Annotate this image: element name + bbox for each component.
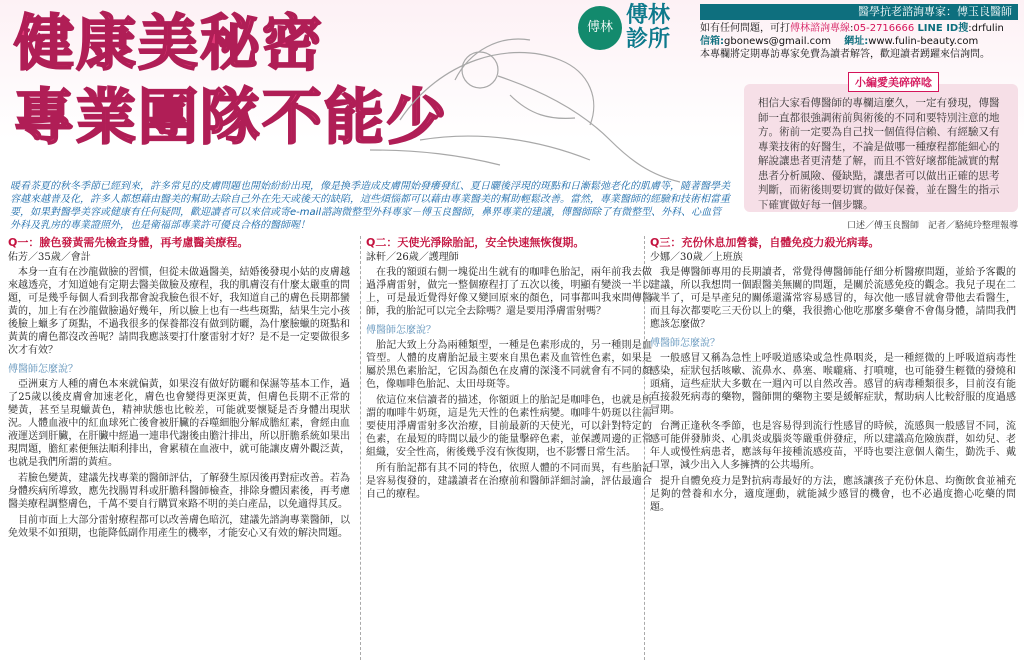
expert-banner: 醫學抗老諮詢專家：傅玉良醫師 [700,4,1018,20]
answer-paragraph: 亞洲東方人種的膚色本來就偏黃，如果沒有做好防曬和保濕等基本工作，過了25歲以後皮膚會加速老化，膚色也會變得更深更黃，但膚色長期不正常的變黃，甚至呈現蠟黃色，精神狀態也比較差，可能就要懷疑是否身體出現狀況。人體血液中的紅血球死亡後會被肝臟的吞噬細胞分解成膽紅素，會經由血液運送到肝臟，在肝臟中經過一連串代謝後由膽汁排出，所以肝膽系統如果出現問題，膽紅素便無法順利排出，會累積在血液中，就可能讓皮膚外觀泛黃，也就是我們所謂的黃疸。 [8,379,350,468]
column-divider [360,236,361,660]
article-byline: 口述／傅玉良醫師 記者／駱純玲整理報導 [846,221,1018,231]
answer-label: 傅醫師怎麼說？ [8,364,78,375]
answer-label: 傅醫師怎麼說？ [366,325,436,336]
contact-email[interactable]: gbonews@gmail.com [724,36,832,47]
editor-note-box [744,84,1018,212]
qa-column-2 [366,236,652,660]
contact-block: 如有任何問題，可打傅林諮詢專線:05-2716666 LINE ID搜:drfulin 信箱:gbonews@gmail.com 網址:www.fulin-beauty.com 本專欄將定期專訪專家免費為讀者解答，歡迎讀者踴躍來信詢問。 [700,22,1020,61]
contact-line-label: LINE ID搜 [917,23,969,34]
contact-phone[interactable]: 05-2716666 [853,23,915,34]
answer-paragraph: 目前市面上大部分雷射療程都可以改善膚色暗沉，建議先諮詢專業醫師，以免效果不如預期，也能降低副作用產生的機率，才能安心又有效的解決問題。 [8,515,350,539]
qa-column-3 [650,236,1016,660]
asker-info: 少娜／30歲／上班族 [650,252,743,263]
answer-paragraph: 胎記大致上分為兩種類型，一種是色素形成的，另一種則是血管型。人體的皮膚胎記最主要來自黑色素及血管性色素，如果是屬於黑色素胎記，它因為顏色在皮膚的深淺不同就會有不同的顏色，像咖啡色胎記、太田母斑等。 [366,340,652,390]
contact-line-id[interactable]: drfulin [971,23,1004,34]
contact-website[interactable]: www.fulin-beauty.com [868,36,979,47]
qa-column-1 [8,236,350,660]
question-body: 在我的額頭右側一塊從出生就有的咖啡色胎記，兩年前我去做過淨膚雷射，做完一整個療程打了五次以後，明顯有變淡一半以上，可是最近覺得好像又變回原來的顏色，同事都叫我來問傳醫師，我的胎記可以完全去除嗎？還是要用淨膚雷射嗎？ [366,267,652,317]
editor-note-tag: 小編愛美碎碎唸 [848,72,939,92]
question-title: Q二：天使光淨除胎記，安全快速無恢復期。 [366,236,585,249]
answer-paragraph: 所有胎記都有其不同的特色，依照人體的不同而異，有些胎記是容易復發的，建議讀者在治療前和醫師詳細討論，評估最適合自己的療程。 [366,463,652,500]
contact-web-label: 網址: [844,36,869,47]
asker-info: 佑芳／35歲／會計 [8,252,91,263]
question-body: 本身一直有在沙龍做臉的習慣，但從未做過醫美，結婚後發現小姑的皮膚越來越透亮，才知道她有定期去醫美做臉及療程，我的肌膚沒有什麼太嚴重的問題，可是幾乎每個人看到我都會說我臉色很不好，我知道自己的膚色長期都蠻黃的，加上有在沙龍做臉過好幾年，所以臉上也有一些些斑點，結果生完小孩後臉上蠟多了斑點，不過我很多的保養都沒有做到防曬，為什麼臉蠟的斑點和黃黃的膚色都沒改善呢？請問我應該要打什麼雷射才好？是不是一定要做很多次才有效？ [8,267,350,356]
question-title: Q三：充份休息加營養，自體免疫力殺光病毒。 [650,236,880,249]
answer-paragraph: 提升自體免疫力是對抗病毒最好的方法，應該讓孩子充份休息、均衡飲食並補充足夠的營養和水分，適度運動，就能減少感冒的機會，也不必過度擔心吃藥的問題。 [650,476,1016,513]
headline-line-1: 健康美秘密 [14,9,324,79]
clinic-name [626,4,696,52]
contact-call-label: 如有任何問題，可打 [700,23,790,34]
answer-paragraph: 一般感冒又稱為急性上呼吸道感染或急性鼻咽炎，是一種經微的上呼吸道病毒性感染，症狀包括咳嗽、流鼻水、鼻塞、喉嚨痛、打噴嚏，也可能發生輕微的發燒和頭痛，這些症狀大多數在一週內可以自然改善。感冒的病毒種類很多，目前沒有能直接殺死病毒的藥物，醫師開的藥物主要是緩解症狀，幫助病人比較舒服的度過感冒期。 [650,353,1016,416]
answer-label: 傅醫師怎麼說？ [650,338,720,349]
asker-info: 詠軒／26歲／護理師 [366,252,459,263]
clinic-logo: 傅林 [578,6,622,50]
contact-mail-label: 信箱: [700,36,724,47]
question-title: Q一：臉色發黃需先檢查身體，再考慮醫美療程。 [8,236,249,249]
contact-column-note: 本專欄將定期專訪專家免費為讀者解答，歡迎讀者踴躍來信詢問。 [700,49,990,60]
question-body: 我是傳醫師專用的長期讀者，常覺得傳醫師能仔細分析醫療問題，並給予客觀的建議，所以我想問一個跟醫美無關的問題，是關於流感免疫的觀念。我兒子現在二歲半了，可是早產兒的關係還滿常容易感冒的，每次他一感冒就會帶他去看醫生，而且每次都要吃三天份以上的藥，我很擔心他吃那麼多藥會不會傷身體，請問我們應該怎麼做？ [650,267,1016,330]
intro-paragraph: 暖看茶夏的秋冬季節已經到來，許多常見的皮膚問題也開始紛紛出現，像是換季造成皮膚開始發癢發紅、夏日曬後浮現的斑點和日漸鬆弛老化的肌膚等，隨著醫學美容越來越普及化，許多人都想藉由醫美的幫助去除自己外在先天或後天的缺陷，這些煩惱都可以藉由專業醫美的幫助輕鬆改善。當然，專業醫師的經驗和技術相當重要，如果對醫學美容或健康有任何疑問，歡迎讀者可以來信或寄e-mail諮詢微整型外科專家－傅玉良醫師，鼻界專業的建議，傳醫師除了有微整型、外科、心血管外科及乳房的專業證照外，也是衛福部專業許可優良合格的醫師喔！ [10,181,730,231]
contact-hotline-label: 傅林諮詢專線 [790,23,850,34]
clinic-name-line-2: 診所 [626,27,671,52]
headline-line-2: 專業團隊不能少 [14,83,448,153]
editor-note-body: 相信大家看傳醫師的專欄這麼久，一定有發現，傳醫師一直都很強調術前與術後的不同和要特別注意的地方。術前一定要為自己找一個值得信賴、有經驗又有專業技術的好醫生，不論是做哪一種療程都能細心的解說讓患者更清楚了解，而且不管好壞都能誠實的幫患者分析風險、優缺點，讓患者可以做出正確的思考判斷，而術後則要切實的做好保養，並在醫生的指示下確實做好每一個步驟。 [758,97,1000,211]
answer-paragraph: 台灣正逢秋冬季節，也是容易得到流行性感冒的時候，流感與一般感冒不同，流感可能併發肺炎、心肌炎或腦炎等嚴重併發症，所以建議高危險族群，如幼兒、老年人或慢性病患者，應該每年接種流感疫苗，平時也要注意個人衛生，勤洗手、戴口罩，減少出入人多擁擠的公共場所。 [650,421,1016,471]
answer-paragraph: 依這位來信讀者的描述，你額頭上的胎記是咖啡色，也就是所謂的咖啡牛奶斑，這是先天性的色素性病變。咖啡牛奶斑以往需要使用淨膚雷射多次治療，目前最新的天使光，可以針對特定的色素，在最短的時間以最少的能量擊碎色素，並保護周邊的正常組織，安全性高，術後幾乎沒有恢復期，也不影響日常生活。 [366,395,652,458]
answer-paragraph: 若臉色變黃，建議先找專業的醫師評估，了解發生原因後再對症改善。若為身體疾病所導致，應先找腸胃科或肝膽科醫師檢查，排除身體因素後，再考慮醫美療程調整膚色，千萬不要自行購買來路不明的美白產品，以免適得其反。 [8,473,350,510]
clinic-name-line-1: 傅林 [626,3,671,28]
